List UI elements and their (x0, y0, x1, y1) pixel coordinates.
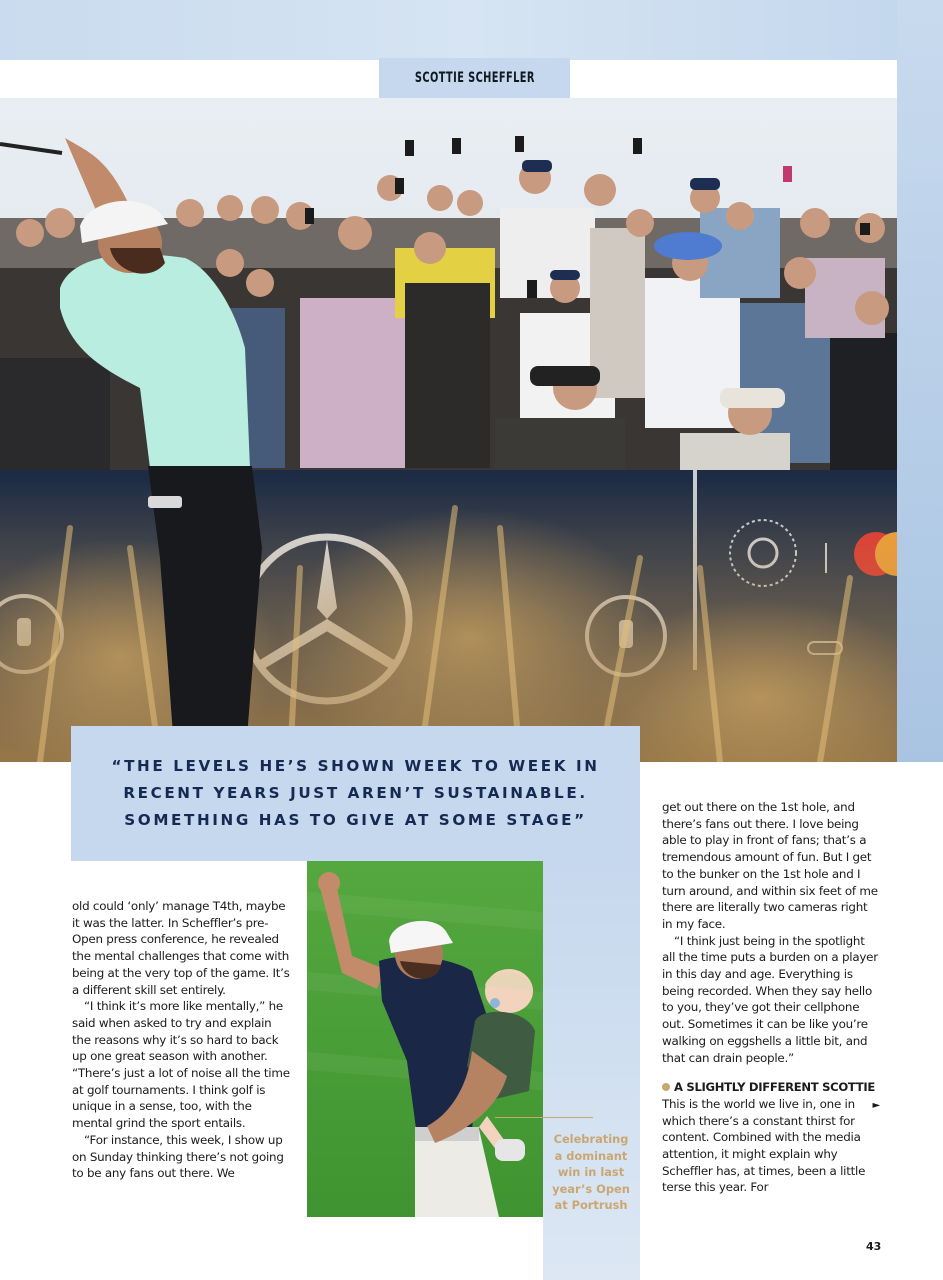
caption-line: a dominant (554, 1148, 628, 1163)
inset-photo (307, 861, 543, 1217)
caption-line: at Portrush (554, 1198, 628, 1213)
subheading-text: A SLIGHTLY DIFFERENT SCOTTIE (674, 1080, 876, 1095)
bullet-icon (662, 1083, 670, 1091)
caption-column (543, 861, 640, 1280)
paragraph: “I think it’s more like mentally,” he said when asked to try and explain the reasons why it’s so hard to back up one great season with another. “There’s just a lot of noise all the time at golf tournaments. I think golf is unique in a sense, too, with the mental grind the sport entails. (72, 999, 290, 1131)
article-column-right (662, 799, 880, 1196)
paragraph: old could ‘only’ manage T4th, maybe it was the latter. In Scheffler’s pre-Open press conference, he revealed the mental challenges that come with being at the very top of the game. It’s a different skill set entirely. (72, 899, 290, 997)
continue-arrow-icon: ► (872, 1099, 880, 1111)
pull-quote-line: “THE LEVELS HE’S SHOWN WEEK TO WEEK IN (111, 757, 600, 775)
paragraph: “For instance, this week, I show up on Sunday thinking there’s not going to be any fans out there. We (72, 1132, 284, 1181)
article-column-left (72, 898, 292, 1182)
pull-quote (71, 726, 640, 861)
subheading (662, 1079, 880, 1096)
caption-pointer-line (495, 1117, 593, 1118)
caption-line: Celebrating (553, 1132, 629, 1146)
section-title: SCOTTIE SCHEFFLER (414, 70, 535, 86)
paragraph-text: This is the world we live in, one in which there’s a constant thirst for content. Combined with the media attention, it might explain why Scheffler has, at times, been a little terse this year. For (662, 1096, 866, 1195)
hero-photo (0, 98, 897, 762)
photo-caption (548, 1131, 634, 1214)
paragraph: “I think just being in the spotlight all the time puts a burden on a player in this day and age. Everything is being recorded. When they say hello to you, they’ve got their cellphone out. Sometimes it can be like you’re walking on eggshells a little bit, and that can drain people.” (662, 933, 878, 1065)
caption-line: year’s Open (552, 1181, 630, 1196)
pull-quote-line: SOMETHING HAS TO GIVE AT SOME STAGE” (124, 811, 587, 829)
top-band (0, 0, 943, 60)
section-tab (379, 58, 570, 98)
right-border-strip (897, 0, 943, 762)
caption-line: win in last (557, 1165, 625, 1180)
pull-quote-text (111, 753, 599, 834)
hero-top-margin-left (0, 60, 379, 98)
paragraph (662, 1096, 880, 1196)
paragraph: get out there on the 1st hole, and there’s fans out there. I love being able to play in front of fans; that’s a tremendous amount of fun. But I get to the bunker on the 1st hole and I turn around, and within six feet of me there are literally two cameras right in my face. (662, 800, 878, 931)
pull-quote-line: RECENT YEARS JUST AREN’T SUSTAINABLE. (123, 784, 588, 802)
page-number: 43 (866, 1240, 882, 1253)
hero-top-margin-right (570, 60, 897, 98)
